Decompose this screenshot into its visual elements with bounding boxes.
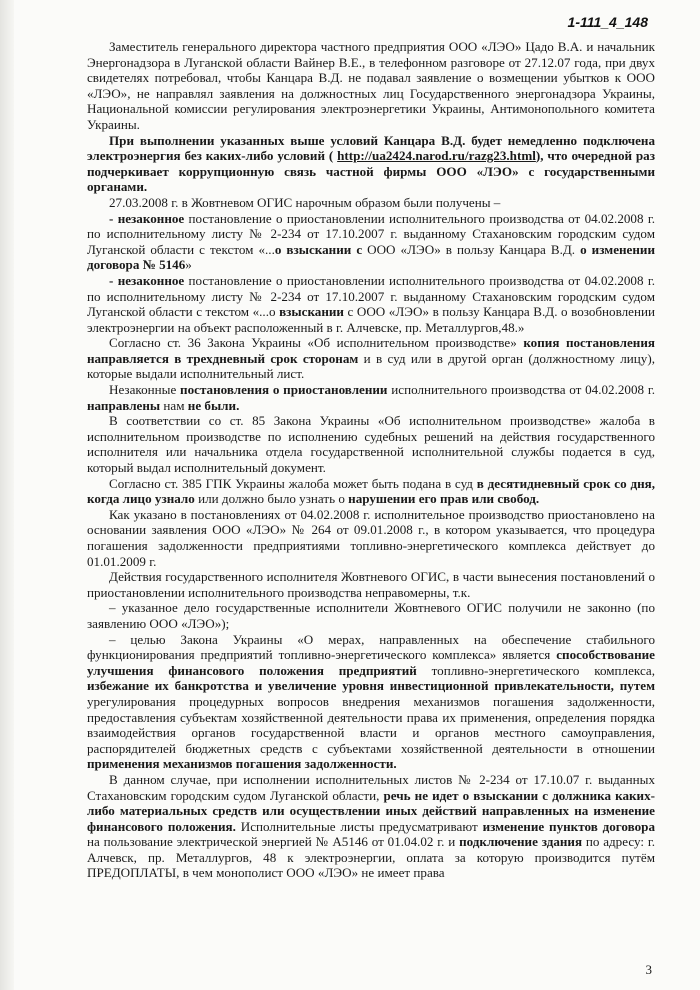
paragraph-2: При выполнении указанных выше условий Канцара В.Д. будет немедленно подключена электроэнергия без каких-либо условий ( http://ua2424.narod.ru/razg23.html), что очередной раз подчеркивает коррупционную связь частной фирмы ООО «ЛЭО» с государственными органами. (87, 132, 655, 195)
paragraph-6: Согласно ст. 36 Закона Украины «Об исполнительном производстве» копия постановления направляется в трехдневный срок сторонам и в суд или в другой орган (должностному лицу), которые выдали исполнительный лист. (87, 335, 655, 382)
paragraph-3: 27.03.2008 г. в Жовтневом ОГИС нарочным образом были получены – (109, 194, 501, 210)
paragraph-12: – указанное дело государственные исполнители Жовтневого ОГИС получили не законно (по заявлению ООО «ЛЭО»); (87, 600, 655, 631)
page-number: 3 (645, 962, 652, 977)
paragraph-14: В данном случае, при исполнении исполнительных листов № 2-234 от 17.10.07 г. выданных Стахановским городским судом Луганской области, речь не идет о взыскании с должника каких-либо материальных средств или осуществлении иных действий направленных на изменение финансового положения. Исполнительные листы предусматривают изменение пунктов договора на пользование электрической энергией № А5146 от 01.04.02 г. и подключение здания по адресу: г. Алчевск, пр. Металлургов, 48 к электроэнергии, оплата за которую производится путём ПРЕДОПЛАТЫ, в чем монополист ООО «ЛЭО» не имеет права (87, 771, 655, 881)
document-body (87, 39, 655, 881)
paragraph-4: - незаконное постановление о приостановлении исполнительного производства от 04.02.2008 г. по исполнительному листу № 2-234 от 17.10.2007 г. выданному Стахановским городским судом Луганской области с текстом «...о взыскании с ООО «ЛЭО» в пользу Канцара В.Д. о изменении договора № 5146» (87, 210, 655, 273)
paragraph-11: Действия государственного исполнителя Жовтневого ОГИС, в части вынесения постановлений о приостановлении исполнительного производства неправомерны, т.к. (87, 569, 655, 600)
source-link[interactable]: http://ua2424.narod.ru/razg23.html (337, 148, 536, 164)
paragraph-7: Незаконные постановления о приостановлении исполнительного производства от 04.02.2008 г. направлены нам не были. (87, 382, 655, 413)
paragraph-5: - незаконное постановление о приостановлении исполнительного производства от 04.02.2008 г. по исполнительному листу № 2-234 от 17.10.2007 г. выданному Стахановским городским судом Луганской области с текстом «...о взыскании с ООО «ЛЭО» в пользу Канцара В.Д. о возобновлении электроэнергии на объект расположенный в г. Алчевске, пр. Металлургов,48.» (87, 272, 655, 335)
paragraph-1: Заместитель генерального директора частного предприятия ООО «ЛЭО» Цадо В.А. и начальник Энергонадзора в Луганской области Вайнер В.Е., в телефонном разговоре от 27.12.07 года, при двух свидетелях потребовал, чтобы Канцара В.Д. не подавал заявление о возмещении убытков к ООО «ЛЭО», не направлял заявления на должностных лиц Государственного энергонадзора Украины, Национальной комиссии регулирования электроэнергетики Украины, Антимонопольного комитета Украины. (87, 39, 655, 132)
paragraph-9: Согласно ст. 385 ГПК Украины жалоба может быть подана в суд в десятидневный срок со дня, когда лицо узнало или должно было узнать о нарушении его прав или свобод. (87, 475, 655, 507)
paragraph-13: – целью Закона Украины «О мерах, направленных на обеспечение стабильного функционирования предприятий топливно-энергетического комплекса» является способствование улучшения финансового положения предприятий топливно-энергетического комплекса, избежание их банкротства и увеличение уровня инвестиционной привлекательности, путем урегулирования процедурных вопросов внедрения механизмов погашения задолженности, предоставления субъектам хозяйственной деятельности права их применения, определения порядка взаимодействия органов государственной власти и органов местного самоуправления, распорядителей бюджетных средств с субъектами хозяйственной деятельности в отношении применения механизмов погашения задолженности. (87, 631, 655, 772)
scan-edge (0, 0, 14, 990)
paragraph-8: В соответствии со ст. 85 Закона Украины «Об исполнительном производстве» жалоба в исполнительном производстве по исполнению судебных решений на действия государственного исполнителя или начальника отдела государственной исполнительной службы подается в суд, который выдал исполнительный документ. (87, 413, 655, 476)
document-code: 1-111_4_148 (567, 14, 648, 30)
paragraph-10: Как указано в постановлениях от 04.02.2008 г. исполнительное производство приостановлено на основании заявления ООО «ЛЭО» № 264 от 09.01.2008 г., в котором указывается, что процедура погашения задолженности предприятиями топливно-энергетического комплекса действует до 01.01.2009 г. (87, 506, 655, 569)
